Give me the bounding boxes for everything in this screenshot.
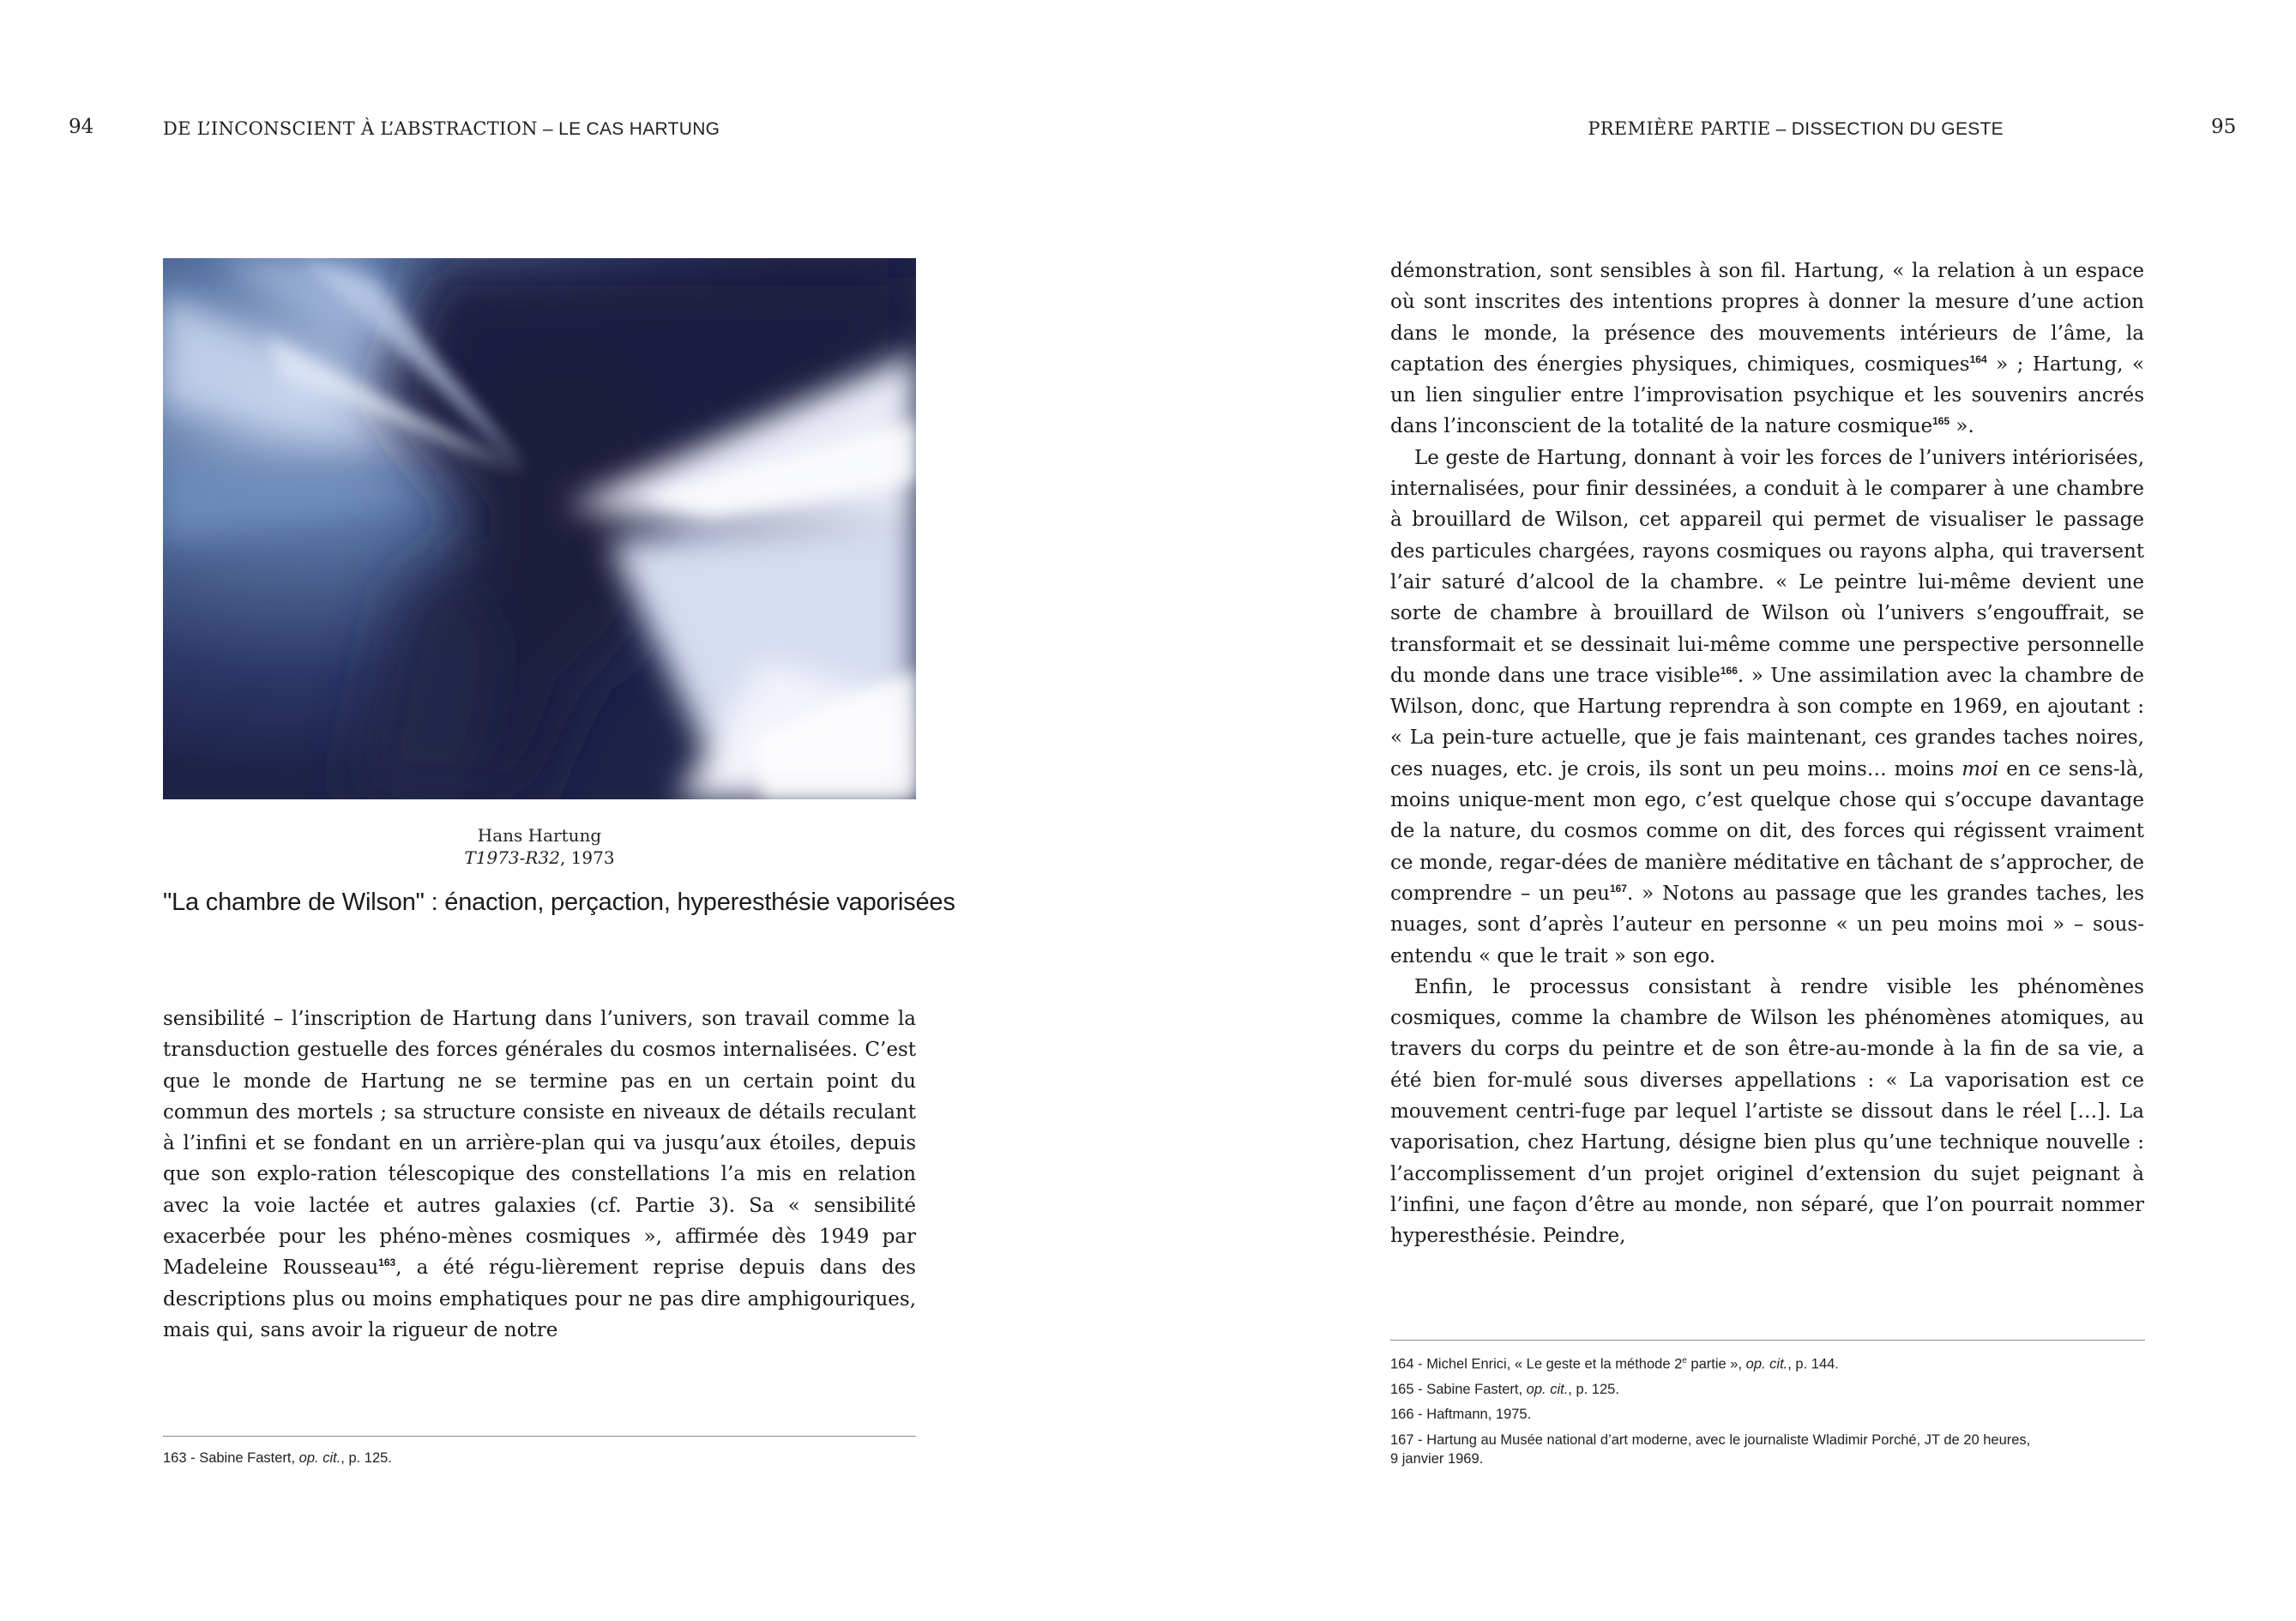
footnote-rule [1390, 1340, 2145, 1341]
text-line: mènes cosmiques », affirmée dès 1949 par Madeleine Rousseau [163, 1226, 916, 1280]
footnotes [1390, 1348, 2030, 1468]
italic-word: moi [1962, 757, 1999, 780]
footnote-italic: op. cit. [298, 1450, 341, 1466]
right-page [1148, 0, 2296, 1621]
artwork-year: , 1973 [559, 847, 615, 868]
text-line: démonstration, sont sensibles à son fil. Hartung, « la relation à un espace où [1390, 260, 2144, 314]
text-line: le monde, la présence des mouvements intérieurs de l’âme, la captation des [1390, 322, 2145, 376]
text-line: particules chargées, rayons cosmiques ou rayons alpha, qui traversent l’air [1390, 539, 2145, 594]
footnotes [163, 1446, 392, 1471]
footnote-text: , p. 125. [1568, 1381, 1619, 1397]
text-line: transduction gestuelle des forces générales du cosmos internalisées. C’est [163, 1039, 916, 1062]
text-line: cosmos comme on dit, des forces qui régissent vraiment ce monde, regar- [1390, 820, 2145, 874]
text-line: pour ne pas dire amphigouriques, mais qui, sans avoir la rigueur de notre [163, 1287, 917, 1341]
page-number: 94 [69, 116, 94, 138]
text-line: , a été régu- [395, 1256, 542, 1280]
footnote-ref[interactable]: 166 [1720, 664, 1738, 677]
superscript: e [1682, 1356, 1687, 1365]
running-head-chapter: – LE CAS HARTUNG [537, 119, 720, 139]
text-line: l’auteur en personne « un peu moins moi » – sous-entendu « que le trait » [1390, 913, 2145, 967]
text-line: donc, que Hartung reprendra à son compte en 1969, en ajoutant : « La pein- [1390, 696, 2144, 750]
footnote-164 [1390, 1348, 2030, 1377]
running-head-book-title: DE L’INCONSCIENT À L’ABSTRACTION [163, 118, 538, 139]
footnote-text: , p. 144. [1787, 1356, 1839, 1372]
text-line: dans une trace visible [1498, 664, 1720, 687]
footnote-ref[interactable]: 164 [1969, 353, 1987, 365]
footnote-167: 167 - Hartung au Musée national d’art moderne, avec le journaliste Wladimir Porché, JT de 20 heures, [1390, 1431, 2031, 1448]
caption-artist: Hans Hartung [477, 825, 602, 846]
footnote-ref[interactable]: 167 [1609, 882, 1627, 895]
text-line: sensibilité – l’inscription de Hartung dans l’univers, son travail comme la [163, 1008, 916, 1030]
body-paragraph [163, 1003, 916, 1346]
text-line: ». [1949, 415, 1974, 438]
text-line: de la totalité de la nature cosmique [1576, 415, 1933, 438]
text-line: à brouillard de Wilson, cet appareil qui permet de visualiser le passage des [1390, 509, 2144, 563]
text-line: ture actuelle, que je fais maintenant, ces grandes taches noires, ces nuages, [1390, 726, 2144, 780]
footnote-167-cont: 9 janvier 1969. [1390, 1450, 1484, 1467]
page-number: 95 [2211, 116, 2237, 138]
text-line: d’un projet originel d’extension du sujet peignant à l’infini, une façon d’être [1390, 1162, 2144, 1216]
text-line: fuge par lequel l’artiste se dissout dans le réel […]. La vaporisation, chez [1390, 1100, 2144, 1154]
text-line: en ce sens-là, moins unique- [1390, 757, 2144, 812]
text-line: entre l’improvisation psychique et les souvenirs ancrés dans l’inconscient [1390, 384, 2145, 438]
body-paragraph [1390, 972, 2144, 1252]
text-line: son ego. [1632, 944, 1716, 967]
running-head-section: – DISSECTION DU GESTE [1770, 119, 2004, 139]
footnote-text: 163 - Sabine Fastert, [163, 1450, 299, 1466]
text-line: . » Notons au passage que les grandes taches, les nuages, sont d’après [1390, 882, 2145, 937]
text-line: et se dessinait lui-même comme une perspective personnelle du monde [1390, 633, 2144, 687]
text-line: saturé d’alcool de la chambre. « Le peintre lui-même devient une sorte de [1390, 570, 2144, 625]
text-line: ration télescopique des constellations l’a mis en relation avec la voie lactée [163, 1163, 916, 1217]
text-line: et autres galaxies (cf. Partie 3). Sa « sensibilité exacerbée pour les phéno- [163, 1194, 916, 1249]
text-line: lièrement reprise depuis dans des descriptions plus ou moins emphatiques [163, 1256, 916, 1311]
footnote-text: , p. 125. [340, 1450, 392, 1466]
caption-title [163, 847, 916, 868]
running-head [163, 118, 720, 140]
text-line: » ; Hartung, « un lien singulier [1390, 353, 2145, 407]
painting-image [163, 258, 916, 799]
footnote-text: 164 - Michel Enrici, « Le geste et la méthode 2 [1390, 1356, 1683, 1372]
footnote-text: partie », [1686, 1356, 1746, 1372]
footnote-ref[interactable]: 163 [378, 1256, 396, 1269]
text-line: ment mon ego, c’est quelque chose qui s’occupe davantage de la nature, du [1390, 789, 2144, 843]
text-line: sont inscrites des intentions propres à donner la mesure d’une action dans [1390, 291, 2144, 345]
text-line: dées de manière méditative en tâchant de s’approcher, de comprendre – un [1390, 851, 2144, 905]
text-line: se fondant en un arrière-plan qui va jusqu’aux étoiles, depuis que son explo- [163, 1132, 917, 1186]
text-line: chambre à brouillard de Wilson où l’univers s’engouffrait, se transformait [1390, 602, 2145, 656]
text-line: des mortels ; sa structure consiste en niveaux de détails reculant à l’infini et [163, 1100, 916, 1155]
body-paragraph [1390, 443, 2144, 972]
body-paragraph [1390, 256, 2144, 443]
text-line: que le monde de Hartung ne se termine pas en un certain point du commun [163, 1070, 916, 1124]
footnote-ref[interactable]: 165 [1932, 415, 1950, 428]
text-line: énergies physiques, chimiques, cosmiques [1536, 353, 1970, 376]
footnote-text: 165 - Sabine Fastert, [1390, 1381, 1527, 1397]
footnote-rule [163, 1436, 916, 1437]
text-line: Enfin, le processus consistant à rendre visible les phénomènes cosmiques, [1390, 975, 2144, 1030]
running-head-part: PREMIÈRE PARTIE [1588, 118, 1771, 139]
text-line: etc. je crois, ils sont un peu moins… moins [1516, 757, 1962, 780]
text-line: corps du peintre et de son être-au-monde à la fin de sa vie, a été bien for- [1390, 1038, 2145, 1092]
body-text [163, 1003, 916, 1346]
footnote-165 [1390, 1377, 2030, 1402]
figure-heading: "La chambre de Wilson" : énaction, perçaction, hyperesthésie vaporisées [163, 889, 955, 916]
running-head [1588, 118, 2004, 140]
artwork-title: T1973-R32 [464, 847, 560, 868]
text-line: comme la chambre de Wilson les phénomènes atomiques, au travers du [1390, 1007, 2144, 1061]
text-line: Hartung, désigne bien plus qu’une technique nouvelle : l’accomplissement [1390, 1131, 2144, 1185]
footnote-163 [163, 1446, 392, 1471]
footnote-italic: op. cit. [1745, 1356, 1788, 1372]
text-line: internalisées, pour finir dessinées, a conduit à le comparer à une chambre [1390, 478, 2144, 501]
text-line: mulé sous diverses appellations : « La vaporisation est ce mouvement centri- [1390, 1069, 2145, 1124]
text-line: au monde, non séparé, que l’on pourrait nommer hyperesthésie. Peindre, [1390, 1193, 2144, 1248]
text-line: Le geste de Hartung, donnant à voir les forces de l’univers intériorisées, [1414, 446, 2144, 469]
text-line: . » Une assimilation avec la chambre de Wilson, [1390, 664, 2144, 719]
body-text [1390, 256, 2144, 1252]
footnote-166: 166 - Haftmann, 1975. [1390, 1406, 1532, 1422]
footnote-italic: op. cit. [1526, 1381, 1569, 1397]
text-line: peu [1572, 882, 1610, 905]
